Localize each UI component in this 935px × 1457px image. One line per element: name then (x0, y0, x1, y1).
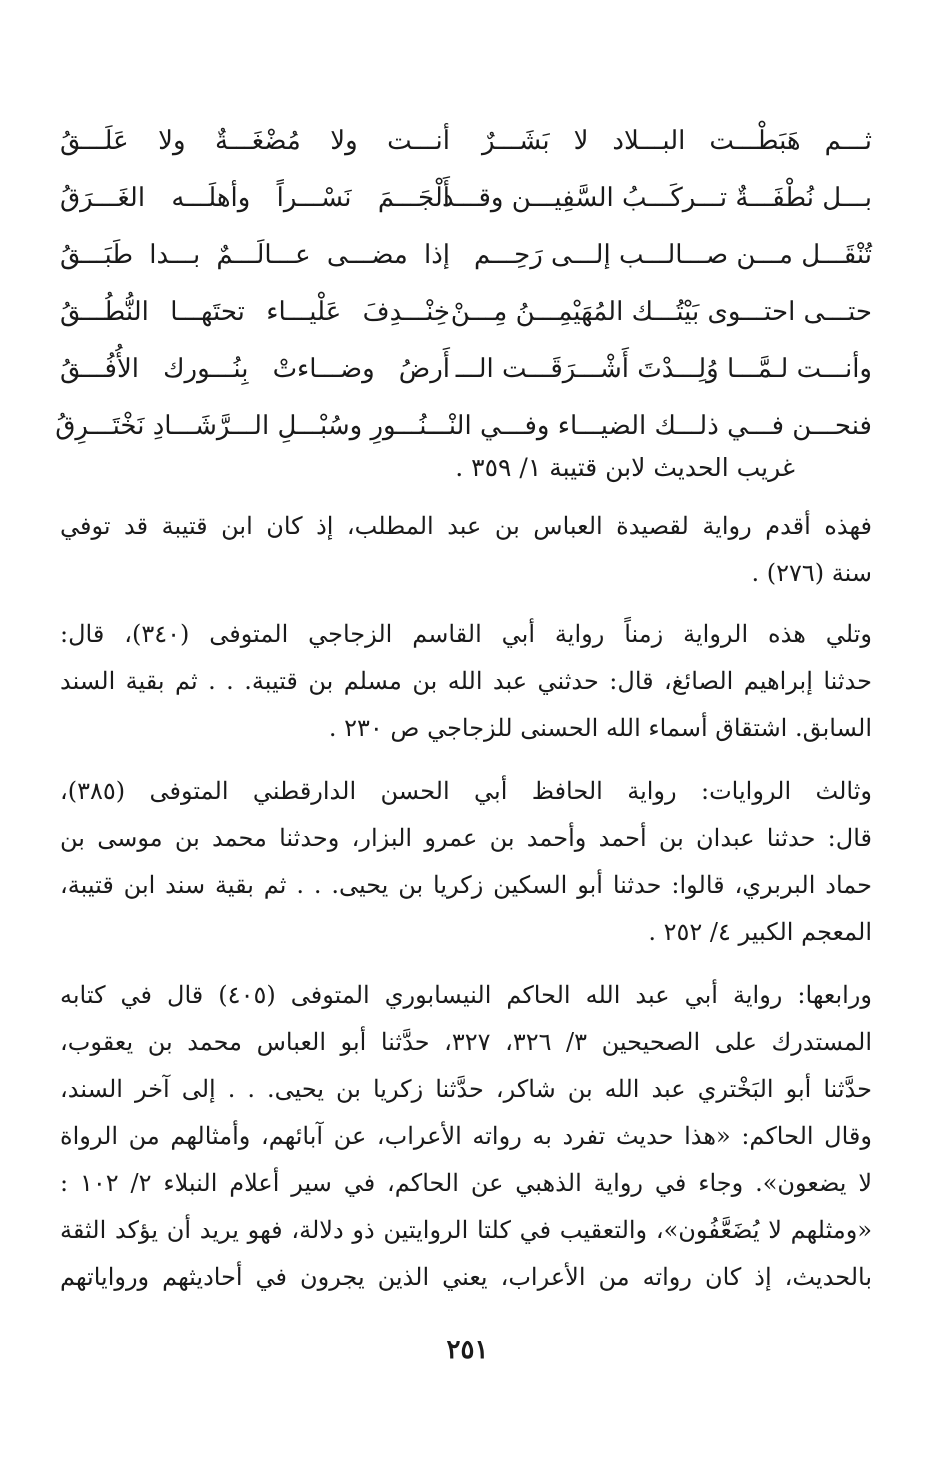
verse-first-hemistich: تُنْقَـــل مـــن صـــالـــب إلـــى رَحِـــم (473, 239, 872, 270)
paragraph (60, 768, 872, 956)
verse-second-hemistich: إذا مضـــى عـــالَـــمٌ بـــدا طَبَـــقُ (60, 239, 450, 270)
verse-second-hemistich: ـــنُـــورِ وسُبْـــلِ الـــرَّشَـــادِ نَخْتَـــرِقُ (55, 410, 450, 441)
verse-row (60, 340, 872, 397)
verse-second-hemistich: أَلْجَـــمَ نَسْـــراً وأهلَـــه الغَـــرَقُ (60, 182, 450, 213)
paragraph-line: المستدرك على الصحيحين ٣/ ٣٢٦، ٣٢٧، حدَّثنا أبو العباس محمد بن يعقوب، (60, 1028, 873, 1056)
page-number: ٢٥١ (446, 1335, 489, 1365)
poem-verses (55, 112, 872, 454)
verse-row (60, 283, 872, 340)
paragraph-line: فهذه أقدم رواية لقصيدة العباس بن عبد المطلب، إذ كان ابن قتيبة قد توفي (60, 512, 872, 540)
verse-first-hemistich: وأنـــت لـمَّـــا وُلِـــدْتَ أَشْـــرَقَـــت الـــ (455, 353, 872, 384)
paragraph-line: وقال الحاكم: «هذا حديث تفرد به رواته الأعراب، عن آبائهم، وأمثالهم من الرواة (60, 1122, 872, 1150)
verse-row (60, 226, 872, 283)
verse-first-hemistich: ثـــم هَبَطْـــت البـــلاد لا بَشَـــرٌ (482, 125, 872, 156)
verse-row (60, 112, 872, 169)
paragraph-line: السابق. اشتقاق أسماء الله الحسنى للزجاجي ص ٢٣٠ . (328, 714, 872, 742)
paragraph-line: حدَّثنا أبو البَخْتري عبد الله بن شاكر، حدَّثنا زكريا بن يحيى. . . إلى آخر السند، (60, 1075, 872, 1103)
verse-row (60, 169, 872, 226)
verse-second-hemistich: أنـــت ولا مُضْغَـــةٌ ولا عَلَـــقُ (60, 125, 450, 156)
verse-row (55, 397, 872, 454)
paragraph-line: بالحديث، إذ كان رواته من الأعراب، يعني الذين يجرون في أحاديثهم ورواياتهم (60, 1263, 872, 1291)
paragraph-line: «ومثلهم لا يُضَعَّفُون»، والتعقيب في كلتا الروايتين ذو دلالة، فهو يريد أن يؤكد الثقة (60, 1216, 872, 1244)
paragraph-line: قال: حدثنا عبدان بن أحمد وأحمد بن عمرو البزار، وحدثنا محمد بن موسى بن (60, 824, 872, 852)
verse-second-hemistich: أَرضُ وضـــاءتْ بِنُـــورك الأُفُـــقُ (60, 353, 450, 384)
paragraph-line: لا يضعون». وجاء في رواية الذهبي عن الحاكم، في سير أعلام النبلاء ٢/ ١٠٢ : (60, 1169, 873, 1197)
verse-first-hemistich: فنحـــن فـــي ذلـــك الضيـــاء وفـــي النْـــ (425, 410, 872, 441)
verse-second-hemistich: خِنْـــدِفَ عَلْيـــاء تحتَهـــا النُّطُـــقُ (60, 296, 450, 327)
verse-first-hemistich: حتـــى احتـــوى بَيْتُـــك المُهَيْمِـــنُ مِـــنْ (450, 296, 872, 327)
paragraph-line: وثالث الروايات: رواية الحافظ أبي الحسن الدارقطني المتوفى (٣٨٥)، (60, 777, 872, 805)
paragraph (60, 503, 872, 597)
paragraph-line: حماد البربري، قالوا: حدثنا أبو السكين زكريا بن يحيى. . . ثم بقية سند ابن قتيبة، (60, 871, 872, 899)
source-citation: غريب الحديث لابن قتيبة ١/ ٣٥٩ . (455, 453, 795, 482)
paragraph-line: ورابعها: رواية أبي عبد الله الحاكم النيسابوري المتوفى (٤٠٥) قال في كتابه (60, 981, 872, 1009)
verse-first-hemistich: بـــل نُطْفَـــةٌ تـــركَـــبُ السَّفِيـــن وقـــد (441, 182, 872, 213)
paragraph-line: المعجم الكبير ٤/ ٢٥٢ . (648, 918, 872, 946)
paragraph-line: حدثنا إبراهيم الصائغ، قال: حدثني عبد الله بن مسلم بن قتيبة. . . ثم بقية السند (60, 667, 872, 695)
paragraph (60, 611, 872, 752)
paragraph-line: سنة (٢٧٦) . (751, 559, 872, 587)
paragraph-line: وتلي هذه الرواية زمناً رواية أبي القاسم الزجاجي المتوفى (٣٤٠)، قال: (60, 620, 873, 648)
paragraph (60, 972, 872, 1301)
